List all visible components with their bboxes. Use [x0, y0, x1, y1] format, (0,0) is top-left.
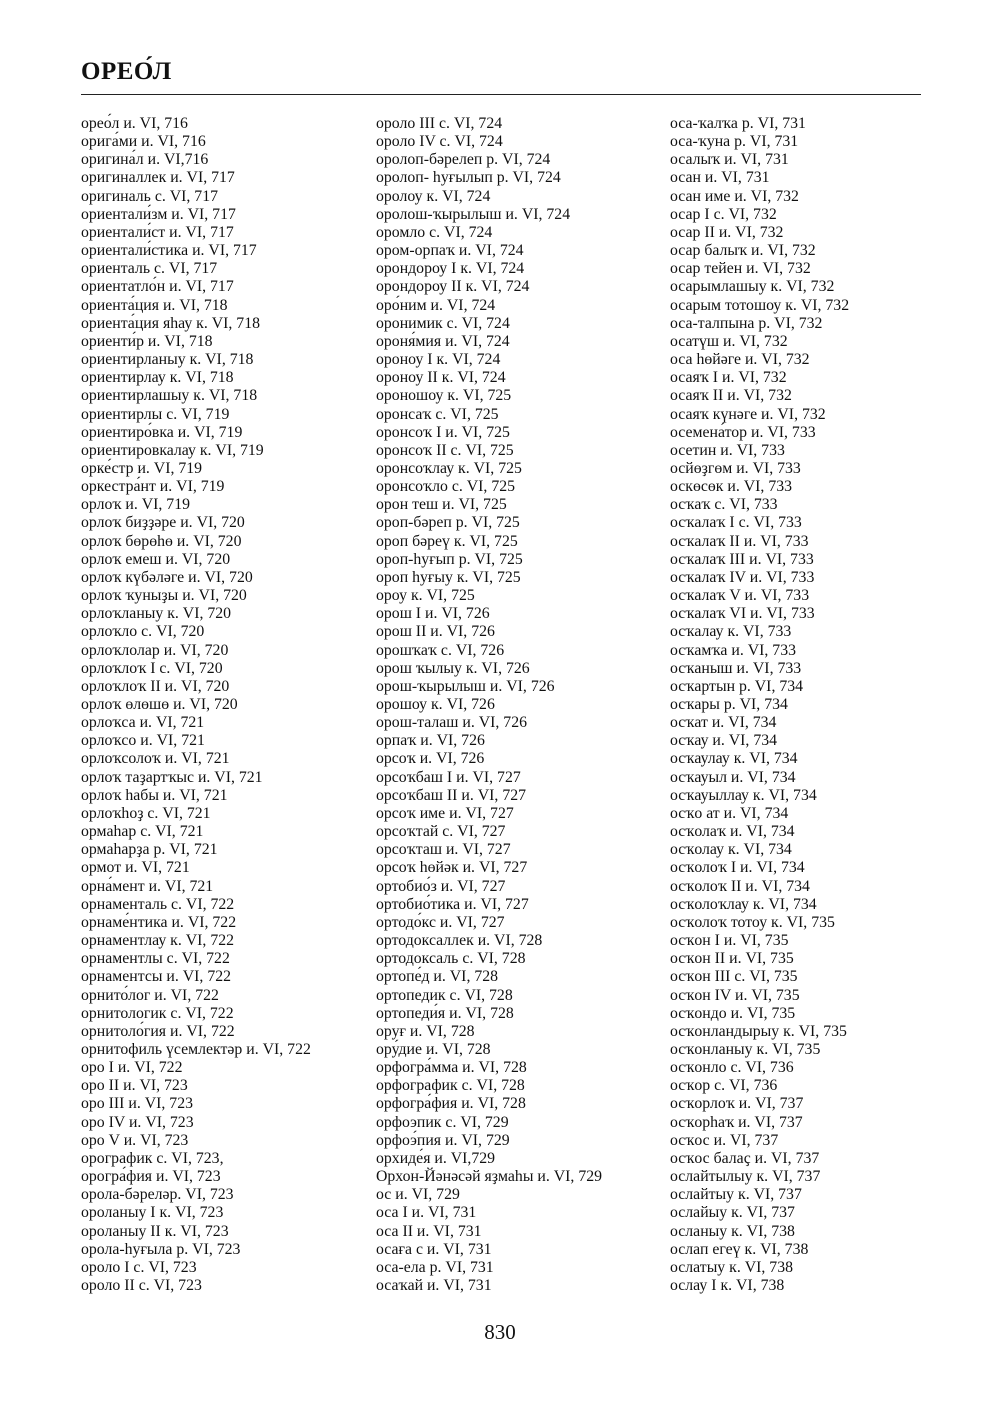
- dictionary-entry: осаҡай и. VI, 731: [376, 1277, 492, 1294]
- dictionary-entry: орнаме́нтика и. VI, 722: [81, 913, 237, 931]
- dictionary-entry: осар балыҡ и. VI, 732: [670, 242, 816, 260]
- dictionary-entry: ормаһар с. VI, 721: [81, 823, 204, 841]
- dictionary-entry: орфоэпик с. VI, 729: [376, 1113, 509, 1131]
- dictionary-entry: ороло IV с. VI, 724: [376, 133, 503, 151]
- dictionary-entry: ориенталь с. VI, 717: [81, 260, 218, 278]
- dictionary-entry: орола-һуғыла р. VI, 723: [81, 1240, 241, 1258]
- dictionary-entry: ориентирлау к. VI, 718: [81, 369, 234, 387]
- dictionary-entry: орна́мент и. VI, 721: [81, 877, 214, 895]
- dictionary-entry: орографик с. VI, 723,: [81, 1149, 224, 1167]
- dictionary-entry: осатүш и. VI, 732: [670, 332, 788, 350]
- dictionary-entry: орсоҡ и. VI, 726: [376, 750, 485, 768]
- dictionary-entry: ороло III с. VI, 724: [376, 115, 503, 132]
- dictionary-entry: орке́стр и. VI, 719: [81, 459, 203, 477]
- dictionary-entry: орлоҡ ҡуныҙы и. VI, 720: [81, 587, 247, 605]
- dictionary-entry: орлоҡсолоҡ и. VI, 721: [81, 750, 230, 768]
- dictionary-entry: ориентали́стика и. VI, 717: [81, 242, 257, 260]
- dictionary-entry: оригина́л и. VI,716: [81, 151, 209, 169]
- dictionary-entry: осҡон II и. VI, 735: [670, 950, 794, 968]
- dictionary-entry: осар I с. VI, 732: [670, 205, 777, 223]
- dictionary-entry: оро III и. VI, 723: [81, 1095, 193, 1113]
- dictionary-entry: осланыу к. VI, 738: [670, 1222, 795, 1240]
- dictionary-entry: орлоҡ биҙҙәре и. VI, 720: [81, 514, 245, 532]
- dictionary-entry: ороло II с. VI, 723: [81, 1277, 202, 1294]
- dictionary-entry: орондороу II к. VI, 724: [376, 278, 530, 296]
- dictionary-entry: орфографик с. VI, 728: [376, 1077, 525, 1095]
- dictionary-entry: орлоҡлоҡ II и. VI, 720: [81, 677, 230, 695]
- dictionary-entry: осҡалаҡ IV и. VI, 733: [670, 568, 815, 586]
- dictionary-entry: осҡаныш и. VI, 733: [670, 659, 802, 677]
- dictionary-entry: ортодоксаль с. VI, 728: [376, 950, 526, 968]
- dictionary-entry: ороло I с. VI, 723: [81, 1258, 197, 1276]
- entry-column-3: [670, 115, 970, 1295]
- dictionary-entry: осҡон IV и. VI, 735: [670, 986, 800, 1004]
- header-title: ОРЕО́Л: [81, 58, 172, 85]
- dictionary-entry: орео́л и. VI, 716: [81, 115, 188, 132]
- dictionary-entry: орлоҡ бөрөһө и. VI, 720: [81, 532, 242, 550]
- dictionary-entry: осҡос балаҫ и. VI, 737: [670, 1149, 820, 1167]
- dictionary-entry: орнитологик с. VI, 722: [81, 1004, 234, 1022]
- dictionary-entry: осарым тотошоу к. VI, 732: [670, 296, 850, 314]
- dictionary-entry: оронсоҡ I и. VI, 725: [376, 423, 510, 441]
- dictionary-entry: осҡолаҡ и. VI, 734: [670, 823, 795, 841]
- dictionary-entry: ортопеди́я и. VI, 728: [376, 1004, 514, 1022]
- dictionary-entry: ороноу II к. VI, 724: [376, 369, 506, 387]
- dictionary-entry: осҡон I и. VI, 735: [670, 932, 789, 950]
- dictionary-entry: оронсоҡло с. VI, 725: [376, 478, 516, 496]
- dictionary-entry: оро II и. VI, 723: [81, 1077, 188, 1095]
- dictionary-entry: осаяҡ күнәге и. VI, 732: [670, 405, 826, 423]
- dictionary-entry: ориентирлашыу к. VI, 718: [81, 387, 258, 405]
- dictionary-entry: ороня́мия и. VI, 724: [376, 332, 510, 350]
- dictionary-entry: ослап егеү к. VI, 738: [670, 1240, 809, 1258]
- dictionary-entry: ортобио́з и. VI, 727: [376, 877, 506, 895]
- dictionary-entry: осан и. VI, 731: [670, 169, 770, 187]
- dictionary-entry: орлоҡса и. VI, 721: [81, 714, 205, 732]
- dictionary-entry: орсоҡ һөйәк и. VI, 727: [376, 859, 528, 877]
- dictionary-entry: осҡартын р. VI, 734: [670, 677, 804, 695]
- dictionary-entry: осҡонланыу к. VI, 735: [670, 1040, 821, 1058]
- dictionary-entry: ориентали́зм и. VI, 717: [81, 205, 236, 223]
- dictionary-entry: осҡат и. VI, 734: [670, 714, 777, 732]
- dictionary-entry: орлоҡло с. VI, 720: [81, 623, 205, 641]
- dictionary-entry: оса-талпына р. VI, 732: [670, 314, 823, 332]
- dictionary-entry: оронсаҡ с. VI, 725: [376, 405, 499, 423]
- dictionary-entry: ору́дие и. VI, 728: [376, 1040, 491, 1058]
- dictionary-entry: оромло с. VI, 724: [376, 223, 493, 241]
- dictionary-entry: орондороу I к. VI, 724: [376, 260, 525, 278]
- dictionary-entry: оро IV и. VI, 723: [81, 1113, 194, 1131]
- dictionary-entry: орон теш и. VI, 725: [376, 496, 507, 514]
- dictionary-entry: ороу к. VI, 725: [376, 587, 475, 605]
- dictionary-entry: Орхон-Йәнәсәй яҙмаһы и. VI, 729: [376, 1168, 603, 1186]
- dictionary-entry: осҡамҡа и. VI, 733: [670, 641, 796, 659]
- dictionary-entry: оруғ и. VI, 728: [376, 1022, 475, 1040]
- dictionary-entry: осҡос и. VI, 737: [670, 1131, 779, 1149]
- dictionary-entry: ороп һуғыу к. VI, 725: [376, 568, 521, 586]
- header-rule: [81, 94, 921, 95]
- dictionary-entry: осҡон III с. VI, 735: [670, 968, 798, 986]
- dictionary-entry: осҡонло с. VI, 736: [670, 1059, 794, 1077]
- dictionary-entry: ороланыу II к. VI, 723: [81, 1222, 229, 1240]
- dictionary-entry: ором-орпаҡ и. VI, 724: [376, 242, 524, 260]
- dictionary-entry: ориенти́р и. VI, 718: [81, 332, 213, 350]
- dictionary-entry: оркестра́нт и. VI, 719: [81, 478, 225, 496]
- dictionary-entry: оролош-ҡырылыш и. VI, 724: [376, 205, 571, 223]
- dictionary-entry: орлоҡ өлөшө и. VI, 720: [81, 696, 238, 713]
- dictionary-entry: оригиналь с. VI, 717: [81, 187, 218, 205]
- dictionary-entry: осарымлашыу к. VI, 732: [670, 278, 835, 296]
- dictionary-entry: ослайтылыу к. VI, 737: [670, 1168, 821, 1186]
- dictionary-entry: осҡалаҡ II и. VI, 733: [670, 532, 809, 550]
- dictionary-entry: орош-ҡырылыш и. VI, 726: [376, 677, 555, 695]
- dictionary-entry: орнаментлы с. VI, 722: [81, 950, 230, 968]
- dictionary-entry: осҡауыл и. VI, 734: [670, 768, 796, 786]
- dictionary-entry: орош I и. VI, 726: [376, 605, 490, 623]
- dictionary-entry: оса-ҡалҡа р. VI, 731: [670, 115, 806, 132]
- dictionary-entry: ороланыу I к. VI, 723: [81, 1204, 224, 1222]
- dictionary-entry: орпаҡ и. VI, 726: [376, 732, 485, 750]
- dictionary-entry: оро́ним и. VI, 724: [376, 296, 496, 314]
- dictionary-entry: осҡонландырыу к. VI, 735: [670, 1022, 847, 1040]
- dictionary-entry: орнаменталь с. VI, 722: [81, 895, 235, 913]
- dictionary-entry: осемена́тор и. VI, 733: [670, 423, 816, 441]
- dictionary-entry: орсоҡбаш II и. VI, 727: [376, 786, 527, 804]
- dictionary-entry: ороп бәреү к. VI, 725: [376, 532, 518, 550]
- dictionary-entry: осҡалаҡ V и. VI, 733: [670, 587, 810, 605]
- dictionary-entry: ориентировкалау к. VI, 719: [81, 441, 264, 459]
- page-number: 830: [484, 1320, 516, 1344]
- dictionary-entry: осҡауыллау к. VI, 734: [670, 786, 817, 804]
- dictionary-entry: осҡор с. VI, 736: [670, 1077, 778, 1095]
- dictionary-entry: ороноу I к. VI, 724: [376, 351, 501, 369]
- dictionary-entry: ориента́ция яһау к. VI, 718: [81, 314, 261, 332]
- dictionary-entry: ороношоу к. VI, 725: [376, 387, 512, 405]
- dictionary-entry: ориентирлы с. VI, 719: [81, 405, 230, 423]
- dictionary-entry: орошҡаҡ с. VI, 726: [376, 641, 505, 659]
- dictionary-entry: ормот и. VI, 721: [81, 859, 190, 877]
- dictionary-entry: орлоҡлоҡ I с. VI, 720: [81, 659, 223, 677]
- dictionary-entry: осҡорлоҡ и. VI, 737: [670, 1095, 804, 1113]
- dictionary-entry: орфогра́мма и. VI, 728: [376, 1059, 527, 1077]
- dictionary-entry: орнитоло́гия и. VI, 722: [81, 1022, 235, 1040]
- dictionary-entry: осҡау и. VI, 734: [670, 732, 778, 750]
- dictionary-entry: орнито́лог и. VI, 722: [81, 986, 219, 1004]
- dictionary-entry: осҡалаҡ VI и. VI, 733: [670, 605, 815, 623]
- dictionary-entry: орфоэ́пия и. VI, 729: [376, 1131, 510, 1149]
- dictionary-entry: орсоҡбаш I и. VI, 727: [376, 768, 521, 786]
- entry-column-2: [376, 115, 676, 1295]
- dictionary-entry: орнаментсы и. VI, 722: [81, 968, 232, 986]
- dictionary-entry: оронимик с. VI, 724: [376, 314, 510, 332]
- dictionary-entry: ослайтыу к. VI, 737: [670, 1186, 802, 1204]
- dictionary-entry: орогра́фия и. VI, 723: [81, 1168, 221, 1186]
- dictionary-entry: орлоҡланыу к. VI, 720: [81, 605, 232, 623]
- dictionary-entry: ориента́ция и. VI, 718: [81, 296, 228, 314]
- dictionary-entry: ориентатло́н и. VI, 717: [81, 278, 234, 296]
- dictionary-entry: ортопедик с. VI, 728: [376, 986, 513, 1004]
- dictionary-entry: осаға с и. VI, 731: [376, 1240, 492, 1258]
- dictionary-entry: ормаһарҙа р. VI, 721: [81, 841, 218, 859]
- dictionary-entry: осҡары р. VI, 734: [670, 696, 788, 713]
- dictionary-entry: осҡолоҡ тотоу к. VI, 735: [670, 913, 835, 931]
- dictionary-entry: осҡорһаҡ и. VI, 737: [670, 1113, 803, 1131]
- dictionary-entry: орлоҡ һабы и. VI, 721: [81, 786, 228, 804]
- dictionary-entry: орола-бәреләр. VI, 723: [81, 1186, 234, 1204]
- dictionary-entry: ориентирланыу к. VI, 718: [81, 351, 254, 369]
- dictionary-entry: оскөсөк и. VI, 733: [670, 478, 793, 496]
- dictionary-entry: осар II и. VI, 732: [670, 223, 784, 241]
- dictionary-entry: орфогра́фия и. VI, 728: [376, 1095, 526, 1113]
- dictionary-entry: орлоҡһоҙ с. VI, 721: [81, 804, 211, 822]
- dictionary-entry: оригиналлек и. VI, 717: [81, 169, 235, 187]
- dictionary-entry: осаяҡ II и. VI, 732: [670, 387, 792, 405]
- dictionary-entry: ортобио́тика и. VI, 727: [376, 895, 529, 913]
- dictionary-entry: орига́ми и. VI, 716: [81, 133, 206, 151]
- dictionary-entry: орлоҡлолар и. VI, 720: [81, 641, 229, 659]
- dictionary-entry: осҡолау к. VI, 734: [670, 841, 792, 859]
- dictionary-entry: осан име и. VI, 732: [670, 187, 799, 205]
- dictionary-entry: орлоҡ и. VI, 719: [81, 496, 190, 514]
- dictionary-entry: оса-ела р. VI, 731: [376, 1258, 494, 1276]
- dictionary-entry: орнаментлау к. VI, 722: [81, 932, 235, 950]
- dictionary-entry: ороп-бәреп р. VI, 725: [376, 514, 520, 532]
- dictionary-entry: осҡондо и. VI, 735: [670, 1004, 796, 1022]
- dictionary-entry: оролоп- һуғылып р. VI, 724: [376, 169, 561, 187]
- dictionary-entry: орсоҡтай с. VI, 727: [376, 823, 506, 841]
- entry-column-1: [81, 115, 371, 1295]
- dictionary-entry: орхиде́я и. VI,729: [376, 1149, 496, 1167]
- dictionary-entry: ориентали́ст и. VI, 717: [81, 223, 234, 241]
- dictionary-entry: оронсоҡ II с. VI, 725: [376, 441, 514, 459]
- dictionary-entry: орлоҡ емеш и. VI, 720: [81, 550, 231, 568]
- dictionary-entry: орсоҡ име и. VI, 727: [376, 804, 514, 822]
- dictionary-entry: ортодо́кс и. VI, 727: [376, 913, 505, 931]
- dictionary-entry: осалыҡ и. VI, 731: [670, 151, 789, 169]
- dictionary-entry: осҡалаҡ III и. VI, 733: [670, 550, 814, 568]
- dictionary-entry: осҡолоҡ I и. VI, 734: [670, 859, 805, 877]
- dictionary-entry: ориентиро́вка и. VI, 719: [81, 423, 243, 441]
- dictionary-entry: осҡалау к. VI, 733: [670, 623, 792, 641]
- dictionary-entry: осҡаҡ с. VI, 733: [670, 496, 778, 514]
- dictionary-entry: осҡо ат и. VI, 734: [670, 804, 789, 822]
- dictionary-entry: ос и. VI, 729: [376, 1186, 460, 1204]
- dictionary-entry: орошоу к. VI, 726: [376, 696, 495, 713]
- dictionary-entry: оролоу к. VI, 724: [376, 187, 491, 205]
- dictionary-entry: ортодоксаллек и. VI, 728: [376, 932, 543, 950]
- dictionary-entry: ортопе́д и. VI, 728: [376, 968, 499, 986]
- dictionary-entry: ослайыу к. VI, 737: [670, 1204, 795, 1222]
- dictionary-entry: орош-талаш и. VI, 726: [376, 714, 527, 732]
- dictionary-entry: оса I и. VI, 731: [376, 1204, 477, 1222]
- dictionary-entry: осар тейен и. VI, 732: [670, 260, 811, 278]
- dictionary-entry: ослау I к. VI, 738: [670, 1277, 785, 1294]
- dictionary-entry: оса II и. VI, 731: [376, 1222, 482, 1240]
- dictionary-entry: ороп-һуғып р. VI, 725: [376, 550, 523, 568]
- dictionary-entry: осйөҙгөм и. VI, 733: [670, 459, 801, 477]
- dictionary-entry: осетин и. VI, 733: [670, 441, 785, 459]
- dictionary-entry: осҡалаҡ I с. VI, 733: [670, 514, 802, 532]
- dictionary-entry: орош ҡылыу к. VI, 726: [376, 659, 530, 677]
- dictionary-entry: осҡолоҡ II и. VI, 734: [670, 877, 810, 895]
- dictionary-entry: орлоҡ күбәләге и. VI, 720: [81, 568, 253, 586]
- dictionary-entry: орнитофиль үсемлектәр и. VI, 722: [81, 1040, 311, 1058]
- dictionary-entry: оронсоҡлау к. VI, 725: [376, 459, 522, 477]
- dictionary-entry: оро I и. VI, 722: [81, 1059, 183, 1077]
- dictionary-entry: осҡаулау к. VI, 734: [670, 750, 798, 768]
- dictionary-entry: оса-ҡуна р. VI, 731: [670, 133, 799, 151]
- dictionary-entry: ослатыу к. VI, 738: [670, 1258, 793, 1276]
- dictionary-entry: орлоҡсо и. VI, 721: [81, 732, 205, 750]
- dictionary-entry: осҡолоҡлау к. VI, 734: [670, 895, 817, 913]
- dictionary-entry: оса һөйәге и. VI, 732: [670, 351, 810, 369]
- dictionary-entry: орош II и. VI, 726: [376, 623, 495, 641]
- dictionary-entry: орлоҡ таҙартҡыс и. VI, 721: [81, 768, 263, 786]
- dictionary-entry: осаяҡ I и. VI, 732: [670, 369, 787, 387]
- dictionary-entry: орсоҡташ и. VI, 727: [376, 841, 511, 859]
- dictionary-entry: оролоп-бәрелеп р. VI, 724: [376, 151, 551, 169]
- dictionary-entry: оро V и. VI, 723: [81, 1131, 189, 1149]
